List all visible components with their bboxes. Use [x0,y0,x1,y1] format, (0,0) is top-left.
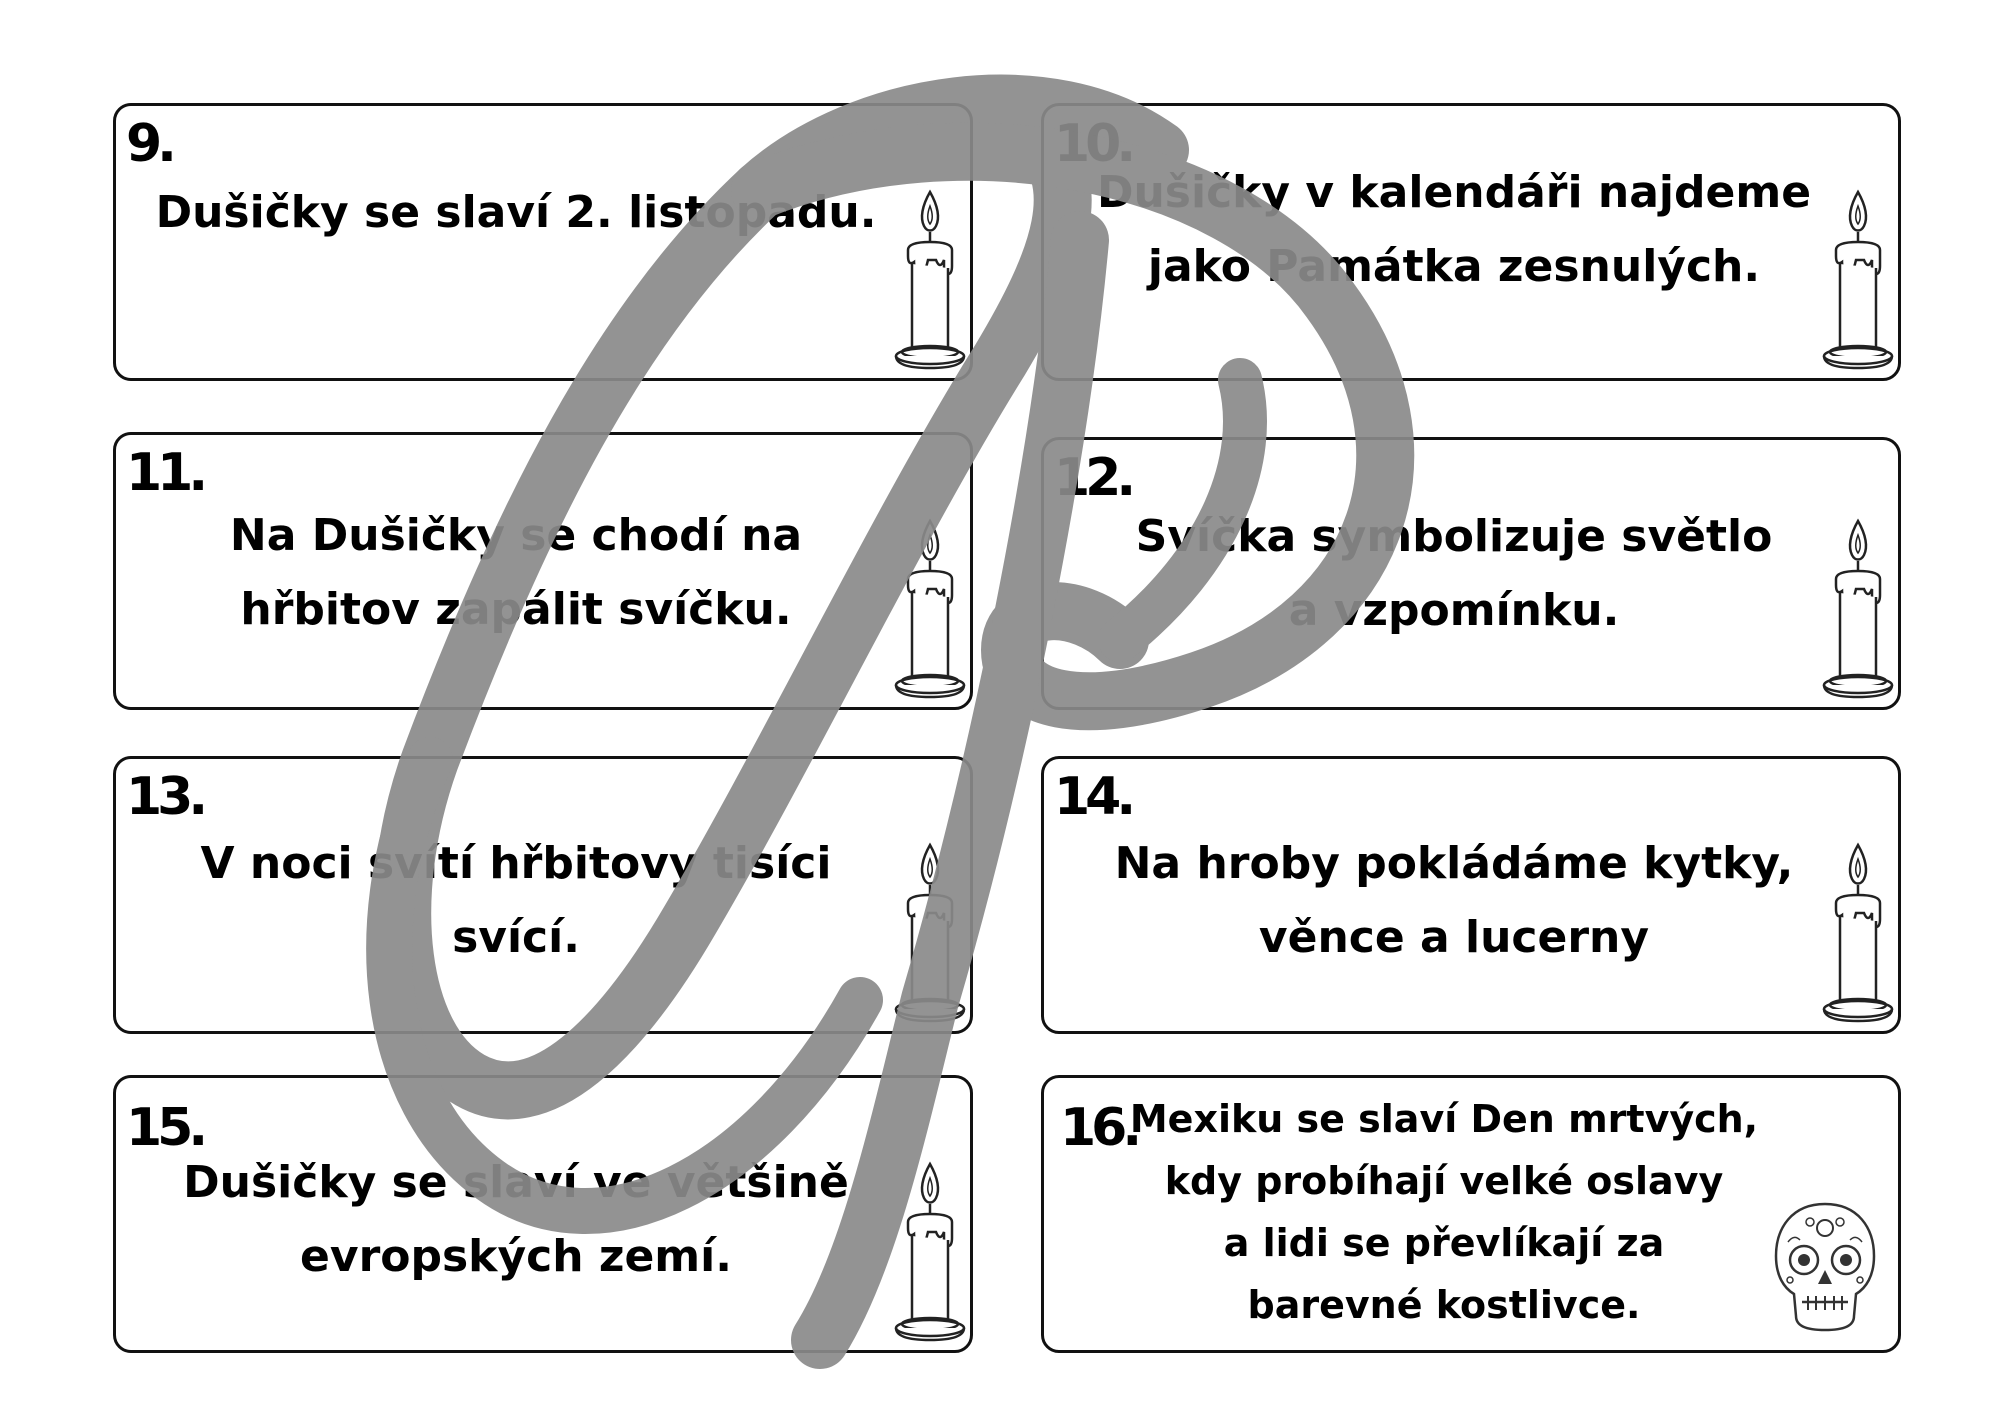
candle-icon [892,839,968,1025]
card-text-line: Svíčka symbolizuje světlo [1135,511,1773,562]
card-text-line: Dušičky se slaví 2. listopadu. [155,187,877,238]
card-text [1064,827,1844,975]
card-text [136,499,896,647]
card-14 [1041,756,1901,1034]
card-text-line: svící. [452,912,580,963]
card-text-line: Na hroby pokládáme kytky, [1114,838,1794,889]
card-text [1064,500,1844,648]
card-number: 13. [126,767,204,827]
card-number: 16. [1060,1098,1138,1158]
card-number: 14. [1054,767,1132,827]
card-16 [1041,1075,1901,1353]
card-13 [113,756,973,1034]
card-number: 15. [126,1098,204,1158]
candle-icon [892,515,968,701]
card-15 [113,1075,973,1353]
card-text-line: kdy probíhají velké oslavy [1164,1159,1724,1203]
card-text-line: evropských zemí. [300,1231,732,1282]
card-10 [1041,103,1901,381]
card-text-line: barevné kostlivce. [1247,1283,1641,1327]
card-text-line: a vzpomínku. [1288,585,1620,636]
candle-icon [892,1158,968,1344]
card-text-line: hřbitov zapálit svíčku. [240,584,792,635]
card-11 [113,432,973,710]
card-text-line: a lidi se převlíkají za [1223,1221,1665,1265]
card-text [1114,1088,1774,1336]
sugar-skull-icon [1770,1198,1880,1336]
card-text [1064,156,1844,304]
card-text-line: Na Dušičky se chodí na [229,510,803,561]
card-9 [113,103,973,381]
card-text-line: Mexiku se slaví Den mrtvých, [1129,1097,1759,1141]
card-12 [1041,437,1901,710]
candle-icon [892,186,968,372]
card-text-line: Dušičky se slaví ve většině [183,1157,849,1208]
card-text-line: věnce a lucerny [1258,912,1650,963]
card-text-line: Dušičky v kalendáři najdeme [1096,167,1812,218]
card-text [136,827,896,975]
card-number: 10. [1054,114,1132,174]
card-text [136,176,896,250]
card-number: 12. [1054,448,1132,508]
card-text-line: V noci svítí hřbitovy tisíci [200,838,832,889]
card-text-line: jako Památka zesnulých. [1147,241,1761,292]
card-number: 11. [126,443,204,503]
card-number: 9. [126,114,172,174]
card-text [136,1146,896,1294]
